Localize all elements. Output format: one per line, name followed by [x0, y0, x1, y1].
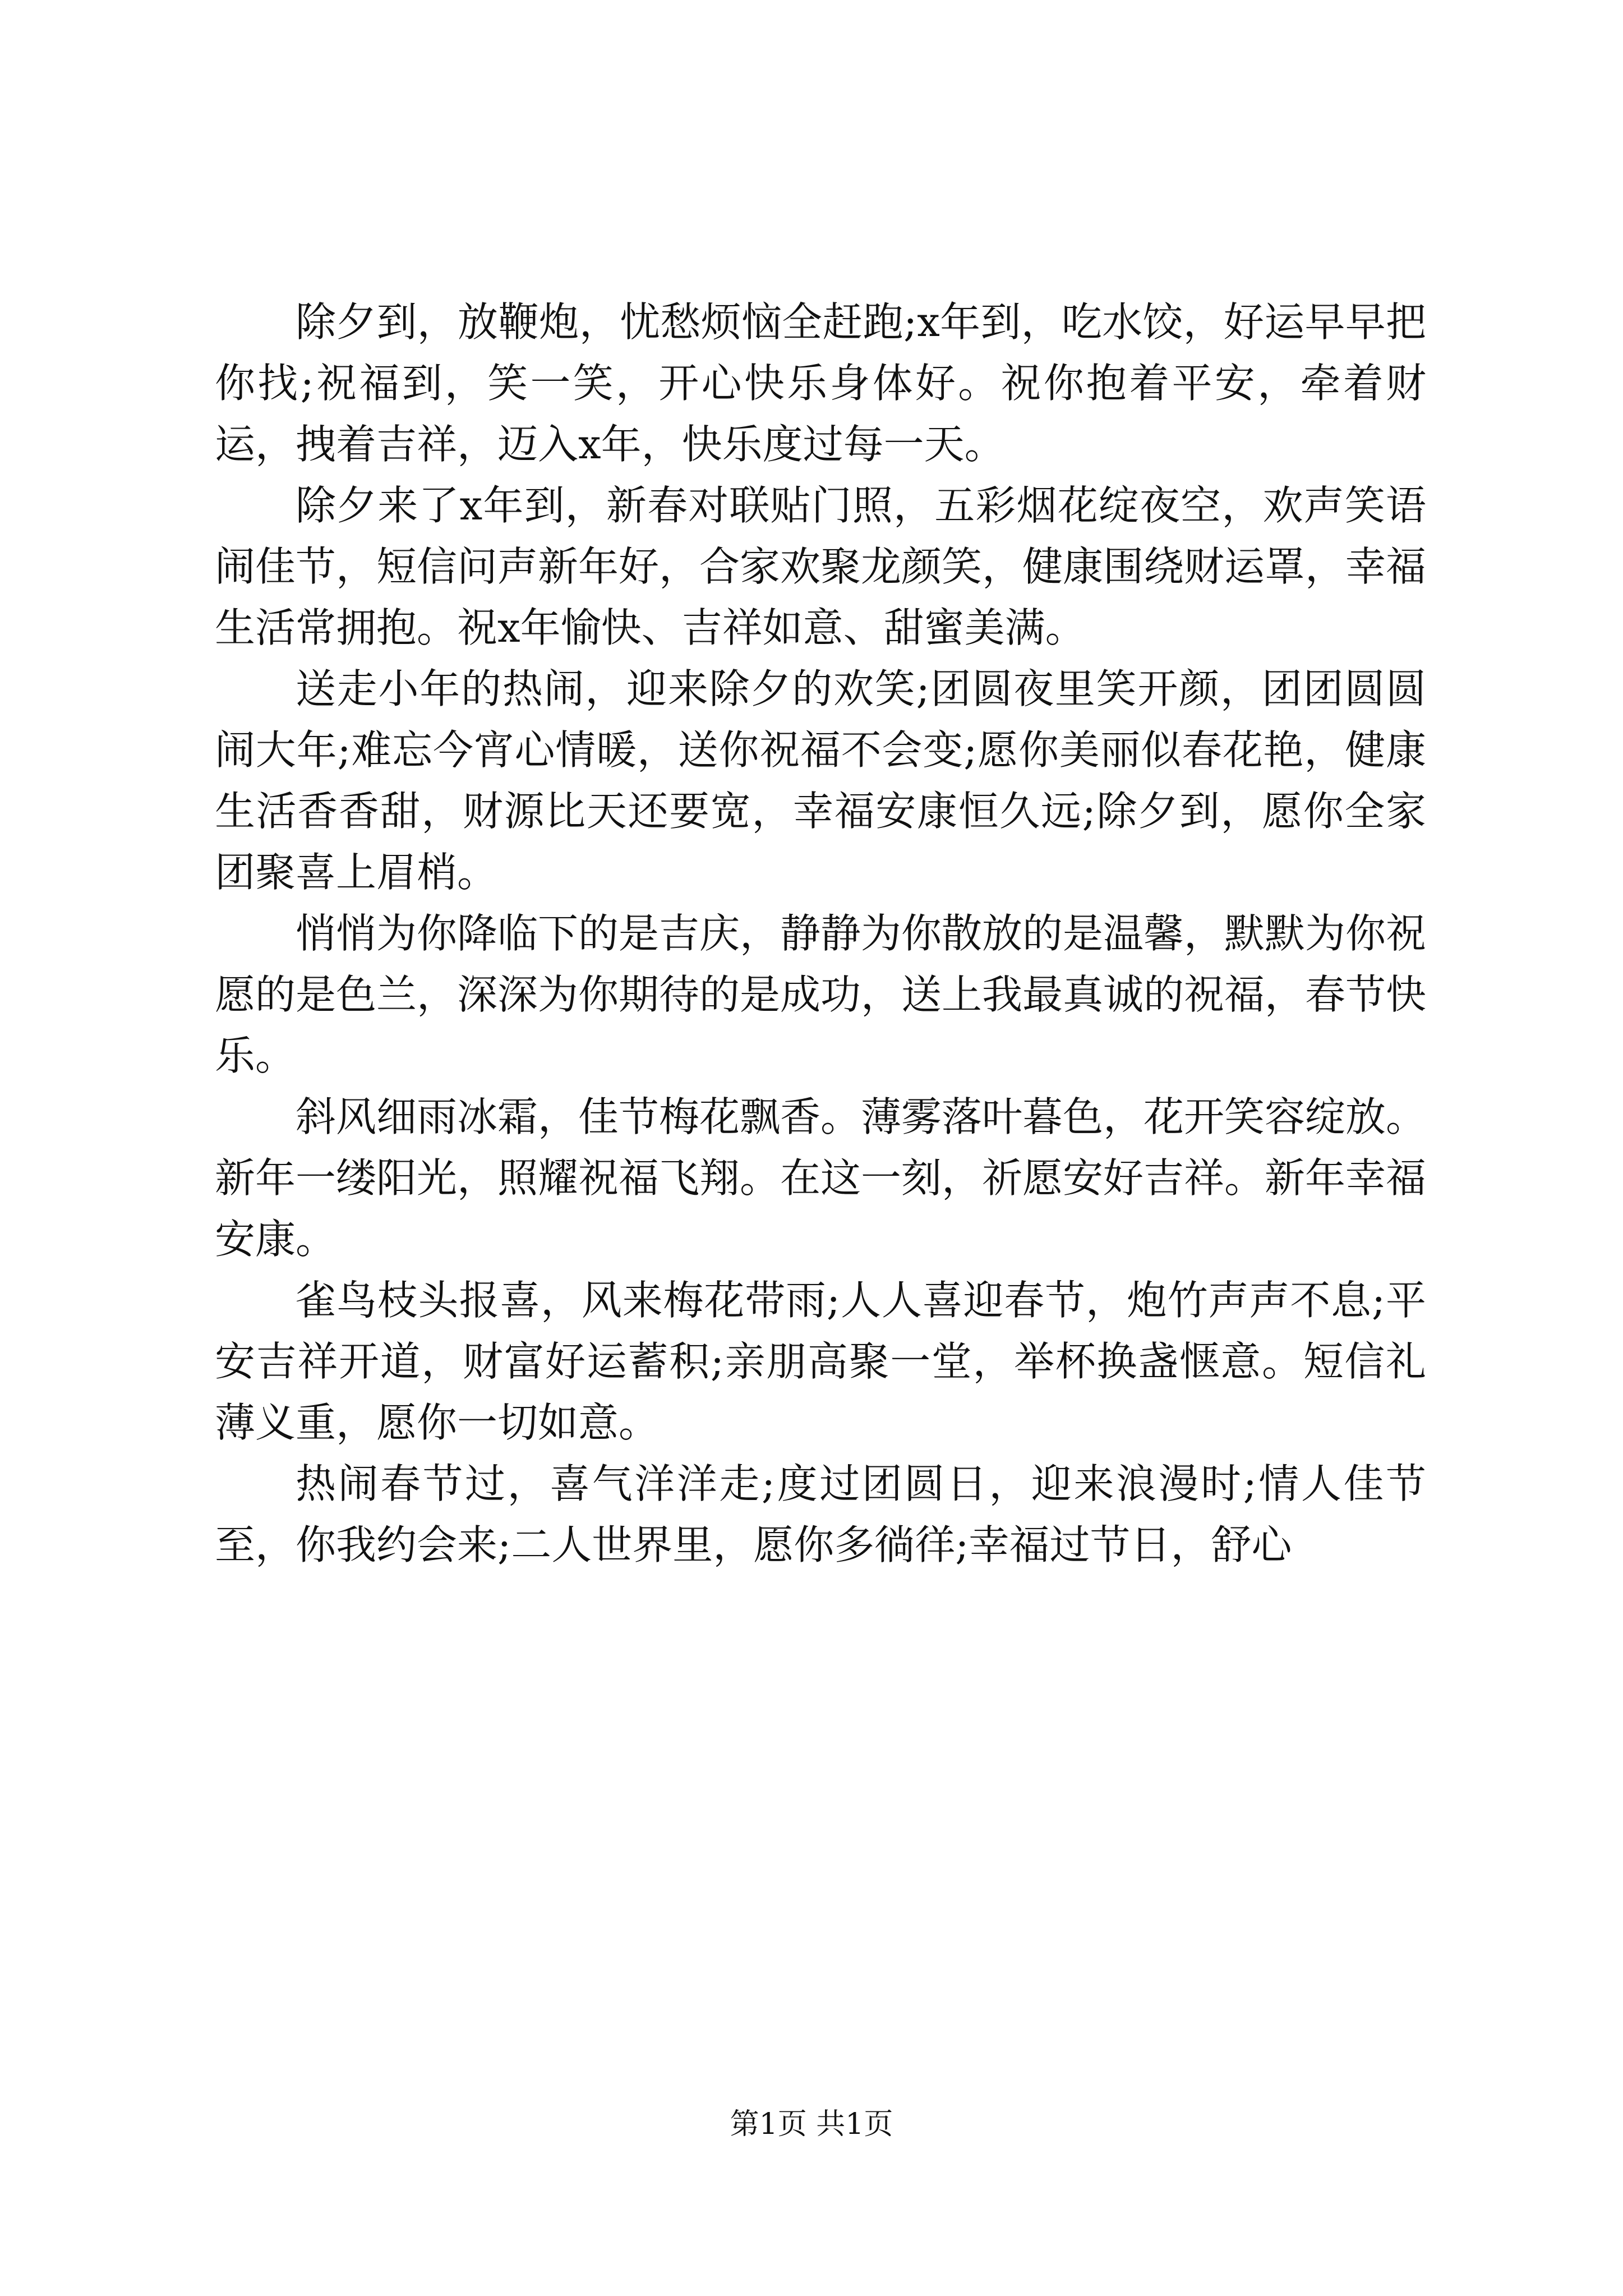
page-footer: 第1页 共1页 [730, 2108, 893, 2141]
paragraph-7: 热闹春节过，喜气洋洋走;度过团圆日，迎来浪漫时;情人佳节至，你我约会来;二人世界里，愿你多徜徉;幸福过节日，舒心 [215, 1460, 1426, 1568]
paragraph-6: 雀鸟枝头报喜，风来梅花带雨;人人喜迎春节，炮竹声声不息;平安吉祥开道，财富好运蓄积;亲朋高聚一堂，举杯换盏惬意。短信礼薄义重，愿你一切如意。 [215, 1277, 1426, 1446]
paragraph-2: 除夕来了x年到，新春对联贴门照，五彩烟花绽夜空，欢声笑语闹佳节，短信问声新年好，合家欢聚龙颜笑，健康围绕财运罩，幸福生活常拥抱。祝x年愉快、吉祥如意、甜蜜美满。 [215, 482, 1427, 651]
paragraph-1: 除夕到，放鞭炮，忧愁烦恼全赶跑;x年到，吃水饺，好运早早把你找;祝福到，笑一笑，开心快乐身体好。祝你抱着平安，牵着财运，拽着吉祥，迈入x年，快乐度过每一天。 [215, 298, 1426, 468]
paragraph-5: 斜风细雨冰霜，佳节梅花飘香。薄雾落叶暮色，花开笑容绽放。新年一缕阳光，照耀祝福飞翔。在这一刻，祈愿安好吉祥。新年幸福安康。 [215, 1093, 1427, 1263]
paragraph-3: 送走小年的热闹，迎来除夕的欢笑;团圆夜里笑开颜，团团圆圆闹大年;难忘今宵心情暖，送你祝福不会变;愿你美丽似春花艳，健康生活香香甜，财源比天还要宽，幸福安康恒久远;除夕到，愿你全家团聚喜上眉梢。 [215, 665, 1426, 896]
paragraph-4: 悄悄为你降临下的是吉庆，静静为你散放的是温馨，默默为你祝愿的是色兰，深深为你期待的是成功，送上我最真诚的祝福，春节快乐。 [215, 910, 1427, 1079]
document-body [215, 292, 1426, 1576]
